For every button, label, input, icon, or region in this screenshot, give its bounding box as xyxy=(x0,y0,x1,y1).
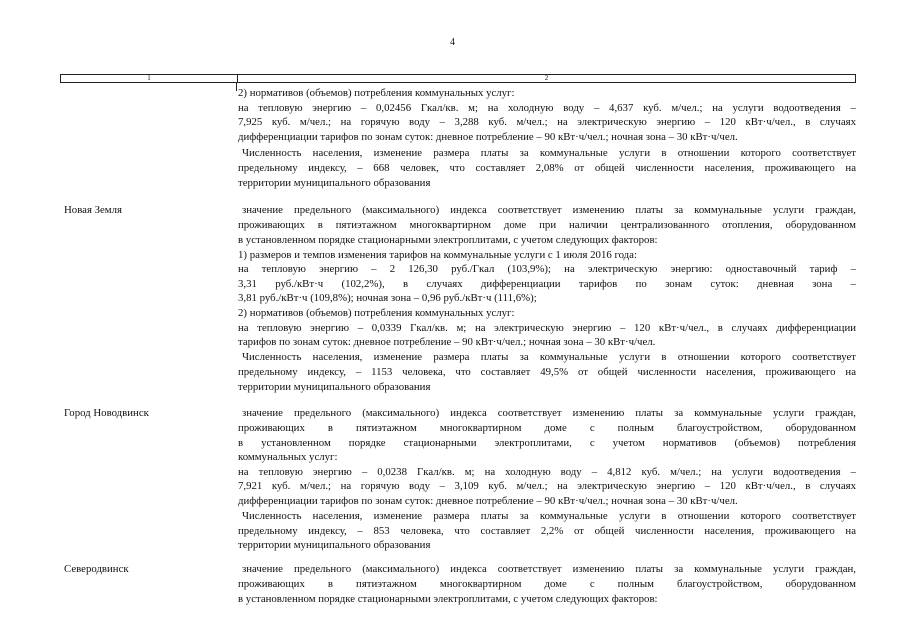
text-line: 1) размеров и темпов изменения тарифов на коммунальные услуги с 1 июля 2016 года: xyxy=(238,249,637,261)
text-line: тарифов по зонам суток: дневное потребление – 90 кВт·ч/чел.; ночная зона – 30 кВт·ч/чел. xyxy=(238,336,656,348)
text-line: значение предельного (максимального) индекса соответствует изменению платы за коммунальные услуги граждан, xyxy=(242,204,856,216)
text-line: в установленном порядке стационарными электроплитами, с учетом следующих факторов: xyxy=(238,234,658,246)
row-label: Северодвинск xyxy=(64,563,129,575)
text-line: дифференциации тарифов по зонам суток: дневное потребление – 90 кВт·ч/чел.; ночная зона – 30 кВт·ч/чел. xyxy=(238,131,738,143)
column-divider xyxy=(236,83,237,91)
text-line: проживающих в пятиэтажном многоквартирном доме с полным благоустройством, оборудованном xyxy=(238,422,856,434)
text-line: 7,921 куб. м/чел.; на горячую воду – 3,109 куб. м/чел.; на электрическую энергию – 120 кВт·ч/чел., в случаях xyxy=(238,480,856,492)
text-line: территории муниципального образования xyxy=(238,177,431,189)
text-line: территории муниципального образования xyxy=(238,381,431,393)
text-line: предельному индексу, – 853 человека, что составляет 2,2% от общей численности населения, проживающего на xyxy=(238,525,856,537)
text-line: на тепловую энергию – 2 126,30 руб./Гкал (103,9%); на электрическую энергию: одноставочный тариф – xyxy=(238,263,856,275)
text-line: 7,925 куб. м/чел.; на горячую воду – 3,288 куб. м/чел.; на электрическую энергию – 120 кВт·ч/чел., в случаях xyxy=(238,116,856,128)
text-line: в установленном порядке стационарными электроплитами, с учетом следующих факторов: xyxy=(238,593,658,605)
text-line: проживающих в пятиэтажном многоквартирном доме с полным благоустройством, оборудованном xyxy=(238,578,856,590)
text-line: значение предельного (максимального) индекса соответствует изменению платы за коммунальные услуги граждан, xyxy=(242,407,856,419)
text-line: Численность населения, изменение размера платы за коммунальные услуги в отношении которого соответствует xyxy=(242,351,856,363)
page-number: 4 xyxy=(450,37,455,48)
row-label: Город Новодвинск xyxy=(64,407,149,419)
text-line: значение предельного (максимального) индекса соответствует изменению платы за коммунальные услуги граждан, xyxy=(242,563,856,575)
text-line: на тепловую энергию – 0,0238 Гкал/кв. м; на холодную воду – 4,812 куб. м/чел.; на услуги водоотведения – xyxy=(238,466,856,478)
text-line: в установленном порядке стационарными электроплитами, с учетом нормативов (объемов) потребления xyxy=(238,437,856,449)
text-line: территории муниципального образования xyxy=(238,539,431,551)
table-column-header xyxy=(60,74,856,83)
column-1-header: 1 xyxy=(61,75,238,82)
text-line: 3,31 руб./кВт·ч (102,2%), в случаях дифференциации тарифов по зонам суток: дневная зона – xyxy=(238,278,856,290)
text-line: Численность населения, изменение размера платы за коммунальные услуги в отношении которого соответствует xyxy=(242,147,856,159)
text-line: на тепловую энергию – 0,02456 Гкал/кв. м; на холодную воду – 4,637 куб. м/чел.; на услуги водоотведения – xyxy=(238,102,856,114)
column-2-header: 2 xyxy=(544,74,549,82)
text-line: коммунальных услуг: xyxy=(238,451,338,463)
text-line: предельному индексу, – 1153 человека, что составляет 49,5% от общей численности населения, проживающего на xyxy=(238,366,856,378)
text-line: 2) нормативов (объемов) потребления коммунальных услуг: xyxy=(238,307,515,319)
text-line: 3,81 руб./кВт·ч (109,8%); ночная зона – 0,96 руб./кВт·ч (111,6%); xyxy=(238,292,537,304)
text-line: на тепловую энергию – 0,0339 Гкал/кв. м; на электрическую энергию – 120 кВт·ч/чел., в случаях дифференциации xyxy=(238,322,856,334)
text-line: 2) нормативов (объемов) потребления коммунальных услуг: xyxy=(238,87,515,99)
text-line: Численность населения, изменение размера платы за коммунальные услуги в отношении которого соответствует xyxy=(242,510,856,522)
text-line: проживающих в пятиэтажном многоквартирном доме при наличии централизованного отопления, оборудованном xyxy=(238,219,856,231)
text-line: предельному индексу, – 668 человек, что составляет 2,08% от общей численности населения, проживающего на xyxy=(238,162,856,174)
row-label: Новая Земля xyxy=(64,204,122,216)
text-line: дифференциации тарифов по зонам суток: дневное потребление – 90 кВт·ч/чел.; ночная зона – 30 кВт·ч/чел. xyxy=(238,495,738,507)
